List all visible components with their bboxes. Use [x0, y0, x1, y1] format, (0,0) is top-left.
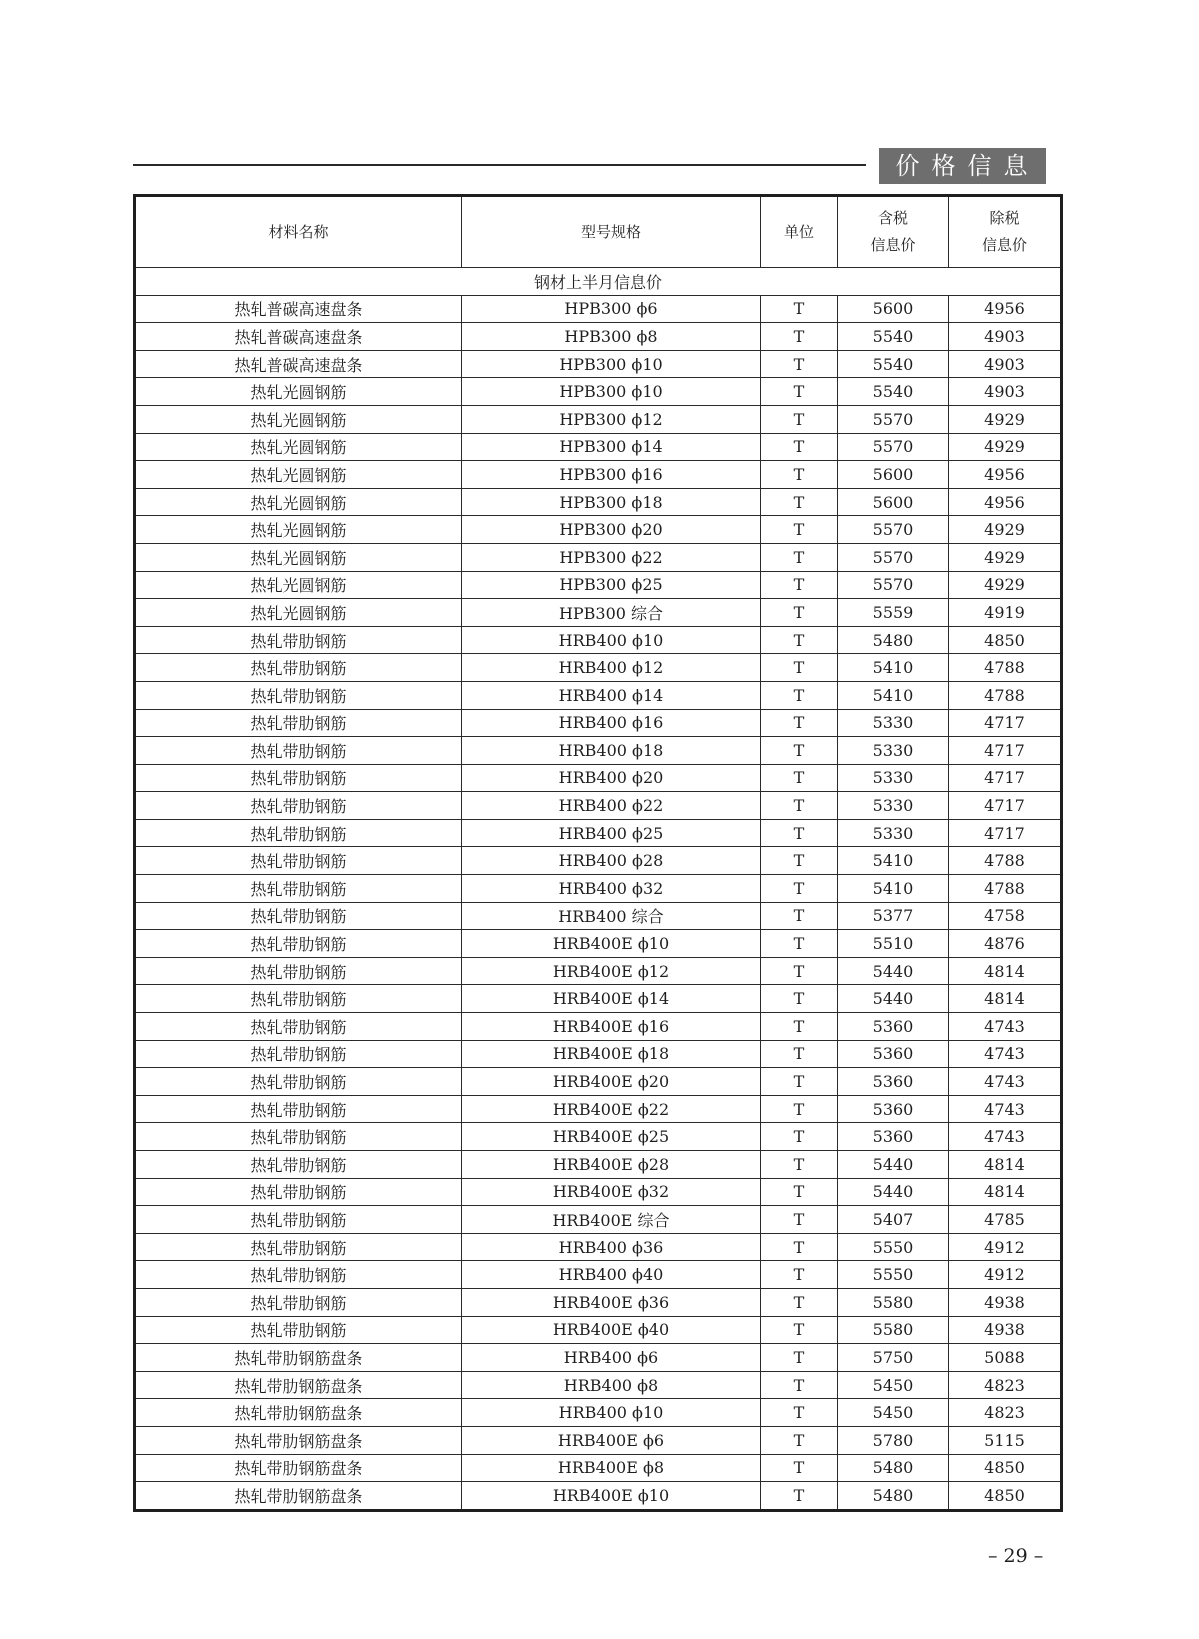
unit-cell: T	[761, 737, 838, 765]
tax-excluded-price-cell: 4929	[949, 405, 1062, 433]
table-row	[135, 405, 1062, 433]
tax-excluded-price-cell: 4717	[949, 792, 1062, 820]
tax-included-price-cell: 5550	[838, 1233, 949, 1261]
tax-included-price-cell: 5330	[838, 792, 949, 820]
material-name-cell: 热轧光圆钢筋	[135, 461, 462, 489]
unit-cell: T	[761, 654, 838, 682]
tax-included-price-cell: 5600	[838, 461, 949, 489]
spec-cell: HRB400 ϕ40	[462, 1261, 761, 1289]
material-name-cell: 热轧光圆钢筋	[135, 405, 462, 433]
table-row	[135, 1344, 1062, 1372]
table-row	[135, 433, 1062, 461]
tax-excluded-price-cell: 4903	[949, 350, 1062, 378]
tax-included-price-cell: 5580	[838, 1316, 949, 1344]
spec-cell: HRB400 ϕ22	[462, 792, 761, 820]
table-row	[135, 1123, 1062, 1151]
unit-cell: T	[761, 1316, 838, 1344]
material-name-cell: 热轧带肋钢筋	[135, 1123, 462, 1151]
price-table	[133, 194, 1063, 1512]
tax-excluded-price-cell: 4929	[949, 543, 1062, 571]
tax-excluded-price-cell: 4956	[949, 461, 1062, 489]
spec-cell: HRB400E 综合	[462, 1206, 761, 1234]
material-name-cell: 热轧带肋钢筋	[135, 957, 462, 985]
header-tax-included-line1: 含税	[877, 209, 908, 227]
tax-excluded-price-cell: 4814	[949, 1178, 1062, 1206]
tax-included-price-cell: 5360	[838, 1068, 949, 1096]
spec-cell: HRB400 ϕ18	[462, 737, 761, 765]
table-row	[135, 378, 1062, 406]
tax-excluded-price-cell: 4938	[949, 1288, 1062, 1316]
table-row	[135, 1316, 1062, 1344]
material-name-cell: 热轧普碳高速盘条	[135, 295, 462, 323]
tax-excluded-price-cell: 4743	[949, 1095, 1062, 1123]
tax-excluded-price-cell: 4788	[949, 681, 1062, 709]
tax-included-price-cell: 5480	[838, 1454, 949, 1482]
tax-included-price-cell: 5510	[838, 930, 949, 958]
table-row	[135, 681, 1062, 709]
tax-excluded-price-cell: 4788	[949, 875, 1062, 903]
spec-cell: HRB400E ϕ12	[462, 957, 761, 985]
tax-excluded-price-cell: 4956	[949, 488, 1062, 516]
table-row	[135, 737, 1062, 765]
unit-cell: T	[761, 930, 838, 958]
tax-excluded-price-cell: 4876	[949, 930, 1062, 958]
tax-excluded-price-cell: 4717	[949, 737, 1062, 765]
spec-cell: HRB400 ϕ16	[462, 709, 761, 737]
table-row	[135, 1454, 1062, 1482]
tax-excluded-price-cell: 4814	[949, 1151, 1062, 1179]
spec-cell: HPB300 ϕ18	[462, 488, 761, 516]
tax-included-price-cell: 5559	[838, 599, 949, 627]
tax-included-price-cell: 5540	[838, 378, 949, 406]
table-row	[135, 626, 1062, 654]
tax-excluded-price-cell: 4929	[949, 516, 1062, 544]
unit-cell: T	[761, 1344, 838, 1372]
material-name-cell: 热轧光圆钢筋	[135, 543, 462, 571]
material-name-cell: 热轧带肋钢筋	[135, 1206, 462, 1234]
table-row	[135, 1399, 1062, 1427]
tax-excluded-price-cell: 5115	[949, 1426, 1062, 1454]
spec-cell: HRB400E ϕ25	[462, 1123, 761, 1151]
spec-cell: HRB400 ϕ6	[462, 1344, 761, 1372]
unit-cell: T	[761, 626, 838, 654]
material-name-cell: 热轧普碳高速盘条	[135, 350, 462, 378]
material-name-cell: 热轧带肋钢筋	[135, 626, 462, 654]
spec-cell: HPB300 ϕ8	[462, 323, 761, 351]
material-name-cell: 热轧带肋钢筋	[135, 875, 462, 903]
tax-included-price-cell: 5450	[838, 1399, 949, 1427]
spec-cell: HRB400E ϕ8	[462, 1454, 761, 1482]
spec-cell: HRB400E ϕ40	[462, 1316, 761, 1344]
tax-included-price-cell: 5330	[838, 819, 949, 847]
tax-excluded-price-cell: 5088	[949, 1344, 1062, 1372]
table-row	[135, 323, 1062, 351]
table-row	[135, 461, 1062, 489]
material-name-cell: 热轧带肋钢筋	[135, 902, 462, 930]
header-tax-included-line2: 信息价	[870, 236, 916, 254]
material-name-cell: 热轧带肋钢筋	[135, 1151, 462, 1179]
unit-cell: T	[761, 764, 838, 792]
spec-cell: HPB300 ϕ10	[462, 350, 761, 378]
header-tax-excluded-line1: 除税	[989, 209, 1020, 227]
table-row	[135, 902, 1062, 930]
material-name-cell: 热轧带肋钢筋	[135, 819, 462, 847]
tax-included-price-cell: 5600	[838, 488, 949, 516]
table-row	[135, 1288, 1062, 1316]
spec-cell: HRB400 ϕ8	[462, 1371, 761, 1399]
spec-cell: HPB300 ϕ14	[462, 433, 761, 461]
unit-cell: T	[761, 902, 838, 930]
tax-included-price-cell: 5410	[838, 875, 949, 903]
group-title: 钢材上半月信息价	[135, 268, 1062, 296]
tax-included-price-cell: 5570	[838, 571, 949, 599]
table-row	[135, 1426, 1062, 1454]
unit-cell: T	[761, 1426, 838, 1454]
tax-excluded-price-cell: 4929	[949, 571, 1062, 599]
spec-cell: HPB300 ϕ22	[462, 543, 761, 571]
tax-included-price-cell: 5570	[838, 543, 949, 571]
spec-cell: HRB400 ϕ28	[462, 847, 761, 875]
tax-excluded-price-cell: 4903	[949, 323, 1062, 351]
tax-included-price-cell: 5330	[838, 709, 949, 737]
group-title-row	[135, 268, 1062, 296]
table-row	[135, 350, 1062, 378]
unit-cell: T	[761, 1068, 838, 1096]
tax-included-price-cell: 5450	[838, 1371, 949, 1399]
table-row	[135, 1040, 1062, 1068]
table-row	[135, 1178, 1062, 1206]
page-number: – 29 –	[988, 1545, 1044, 1567]
material-name-cell: 热轧带肋钢筋	[135, 1261, 462, 1289]
table-row	[135, 599, 1062, 627]
spec-cell: HRB400E ϕ6	[462, 1426, 761, 1454]
table-row	[135, 957, 1062, 985]
unit-cell: T	[761, 1482, 838, 1511]
tax-excluded-price-cell: 4912	[949, 1261, 1062, 1289]
material-name-cell: 热轧带肋钢筋	[135, 764, 462, 792]
tax-excluded-price-cell: 4850	[949, 626, 1062, 654]
table-row	[135, 654, 1062, 682]
spec-cell: HRB400E ϕ22	[462, 1095, 761, 1123]
header-tax-included-price	[838, 196, 949, 268]
material-name-cell: 热轧带肋钢筋	[135, 1040, 462, 1068]
spec-cell: HRB400 ϕ12	[462, 654, 761, 682]
table-body	[135, 268, 1062, 1511]
material-name-cell: 热轧带肋钢筋	[135, 709, 462, 737]
material-name-cell: 热轧带肋钢筋	[135, 792, 462, 820]
table-row	[135, 1233, 1062, 1261]
tax-excluded-price-cell: 4929	[949, 433, 1062, 461]
unit-cell: T	[761, 1371, 838, 1399]
tax-included-price-cell: 5750	[838, 1344, 949, 1372]
unit-cell: T	[761, 985, 838, 1013]
spec-cell: HRB400E ϕ36	[462, 1288, 761, 1316]
header-unit: 单位	[761, 196, 838, 268]
unit-cell: T	[761, 1178, 838, 1206]
tax-included-price-cell: 5440	[838, 1151, 949, 1179]
tax-excluded-price-cell: 4814	[949, 985, 1062, 1013]
material-name-cell: 热轧光圆钢筋	[135, 433, 462, 461]
spec-cell: HRB400 ϕ10	[462, 626, 761, 654]
tax-included-price-cell: 5550	[838, 1261, 949, 1289]
table-row	[135, 295, 1062, 323]
unit-cell: T	[761, 957, 838, 985]
spec-cell: HPB300 ϕ12	[462, 405, 761, 433]
material-name-cell: 热轧光圆钢筋	[135, 378, 462, 406]
material-name-cell: 热轧带肋钢筋	[135, 930, 462, 958]
spec-cell: HPB300 ϕ10	[462, 378, 761, 406]
tax-included-price-cell: 5440	[838, 985, 949, 1013]
tax-included-price-cell: 5410	[838, 847, 949, 875]
unit-cell: T	[761, 1123, 838, 1151]
header-material-name: 材料名称	[135, 196, 462, 268]
material-name-cell: 热轧带肋钢筋	[135, 1178, 462, 1206]
tax-included-price-cell: 5570	[838, 516, 949, 544]
material-name-cell: 热轧带肋钢筋	[135, 654, 462, 682]
spec-cell: HRB400 ϕ20	[462, 764, 761, 792]
unit-cell: T	[761, 295, 838, 323]
spec-cell: HPB300 ϕ20	[462, 516, 761, 544]
table-row	[135, 764, 1062, 792]
material-name-cell: 热轧光圆钢筋	[135, 488, 462, 516]
spec-cell: HRB400E ϕ32	[462, 1178, 761, 1206]
tax-excluded-price-cell: 4788	[949, 847, 1062, 875]
unit-cell: T	[761, 350, 838, 378]
tax-included-price-cell: 5440	[838, 957, 949, 985]
spec-cell: HRB400E ϕ28	[462, 1151, 761, 1179]
unit-cell: T	[761, 792, 838, 820]
tax-excluded-price-cell: 4758	[949, 902, 1062, 930]
tax-included-price-cell: 5780	[838, 1426, 949, 1454]
tax-included-price-cell: 5440	[838, 1178, 949, 1206]
unit-cell: T	[761, 433, 838, 461]
header-spec: 型号规格	[462, 196, 761, 268]
table-row	[135, 1371, 1062, 1399]
tax-included-price-cell: 5360	[838, 1095, 949, 1123]
material-name-cell: 热轧带肋钢筋	[135, 1013, 462, 1041]
tax-included-price-cell: 5330	[838, 764, 949, 792]
tax-included-price-cell: 5540	[838, 350, 949, 378]
tax-included-price-cell: 5410	[838, 654, 949, 682]
table-header-row	[135, 196, 1062, 268]
tax-excluded-price-cell: 4823	[949, 1399, 1062, 1427]
spec-cell: HRB400 ϕ25	[462, 819, 761, 847]
tax-included-price-cell: 5330	[838, 737, 949, 765]
unit-cell: T	[761, 461, 838, 489]
material-name-cell: 热轧带肋钢筋	[135, 681, 462, 709]
tax-excluded-price-cell: 4743	[949, 1123, 1062, 1151]
table-row	[135, 543, 1062, 571]
unit-cell: T	[761, 681, 838, 709]
spec-cell: HRB400 综合	[462, 902, 761, 930]
spec-cell: HPB300 ϕ25	[462, 571, 761, 599]
spec-cell: HRB400 ϕ14	[462, 681, 761, 709]
tax-excluded-price-cell: 4788	[949, 654, 1062, 682]
section-title-badge: 价格信息	[879, 148, 1046, 184]
unit-cell: T	[761, 543, 838, 571]
tax-included-price-cell: 5580	[838, 1288, 949, 1316]
spec-cell: HRB400E ϕ10	[462, 1482, 761, 1511]
material-name-cell: 热轧带肋钢筋	[135, 737, 462, 765]
tax-excluded-price-cell: 4850	[949, 1454, 1062, 1482]
unit-cell: T	[761, 378, 838, 406]
material-name-cell: 热轧光圆钢筋	[135, 516, 462, 544]
tax-excluded-price-cell: 4717	[949, 764, 1062, 792]
table-row	[135, 875, 1062, 903]
tax-excluded-price-cell: 4850	[949, 1482, 1062, 1511]
tax-excluded-price-cell: 4938	[949, 1316, 1062, 1344]
tax-excluded-price-cell: 4823	[949, 1371, 1062, 1399]
tax-excluded-price-cell: 4785	[949, 1206, 1062, 1234]
tax-included-price-cell: 5570	[838, 433, 949, 461]
material-name-cell: 热轧光圆钢筋	[135, 599, 462, 627]
material-name-cell: 热轧光圆钢筋	[135, 571, 462, 599]
material-name-cell: 热轧带肋钢筋	[135, 1233, 462, 1261]
tax-included-price-cell: 5600	[838, 295, 949, 323]
unit-cell: T	[761, 323, 838, 351]
tax-excluded-price-cell: 4956	[949, 295, 1062, 323]
tax-excluded-price-cell: 4717	[949, 819, 1062, 847]
unit-cell: T	[761, 405, 838, 433]
unit-cell: T	[761, 1013, 838, 1041]
spec-cell: HRB400 ϕ32	[462, 875, 761, 903]
table-row	[135, 1482, 1062, 1511]
spec-cell: HRB400 ϕ10	[462, 1399, 761, 1427]
unit-cell: T	[761, 1454, 838, 1482]
tax-excluded-price-cell: 4743	[949, 1013, 1062, 1041]
unit-cell: T	[761, 516, 838, 544]
table-row	[135, 819, 1062, 847]
unit-cell: T	[761, 709, 838, 737]
table-row	[135, 1013, 1062, 1041]
unit-cell: T	[761, 875, 838, 903]
table-row	[135, 985, 1062, 1013]
spec-cell: HRB400E ϕ16	[462, 1013, 761, 1041]
tax-included-price-cell: 5360	[838, 1013, 949, 1041]
unit-cell: T	[761, 488, 838, 516]
table-row	[135, 847, 1062, 875]
tax-excluded-price-cell: 4903	[949, 378, 1062, 406]
spec-cell: HRB400 ϕ36	[462, 1233, 761, 1261]
unit-cell: T	[761, 1233, 838, 1261]
material-name-cell: 热轧带肋钢筋盘条	[135, 1482, 462, 1511]
table-row	[135, 1095, 1062, 1123]
unit-cell: T	[761, 1399, 838, 1427]
material-name-cell: 热轧带肋钢筋	[135, 1068, 462, 1096]
spec-cell: HPB300 ϕ16	[462, 461, 761, 489]
tax-included-price-cell: 5377	[838, 902, 949, 930]
spec-cell: HRB400E ϕ10	[462, 930, 761, 958]
material-name-cell: 热轧带肋钢筋盘条	[135, 1371, 462, 1399]
tax-included-price-cell: 5540	[838, 323, 949, 351]
spec-cell: HRB400E ϕ20	[462, 1068, 761, 1096]
material-name-cell: 热轧带肋钢筋	[135, 1288, 462, 1316]
tax-included-price-cell: 5410	[838, 681, 949, 709]
tax-included-price-cell: 5360	[838, 1040, 949, 1068]
tax-excluded-price-cell: 4814	[949, 957, 1062, 985]
table-row	[135, 488, 1062, 516]
tax-excluded-price-cell: 4717	[949, 709, 1062, 737]
material-name-cell: 热轧带肋钢筋盘条	[135, 1454, 462, 1482]
material-name-cell: 热轧带肋钢筋	[135, 985, 462, 1013]
spec-cell: HRB400E ϕ14	[462, 985, 761, 1013]
header-tax-excluded-price	[949, 196, 1062, 268]
tax-included-price-cell: 5407	[838, 1206, 949, 1234]
table-row	[135, 1261, 1062, 1289]
table-row	[135, 709, 1062, 737]
tax-included-price-cell: 5570	[838, 405, 949, 433]
header-rule	[133, 164, 866, 166]
table-row	[135, 1151, 1062, 1179]
unit-cell: T	[761, 1206, 838, 1234]
unit-cell: T	[761, 1288, 838, 1316]
unit-cell: T	[761, 847, 838, 875]
table-row	[135, 1206, 1062, 1234]
unit-cell: T	[761, 1151, 838, 1179]
unit-cell: T	[761, 1095, 838, 1123]
unit-cell: T	[761, 571, 838, 599]
material-name-cell: 热轧带肋钢筋盘条	[135, 1399, 462, 1427]
tax-excluded-price-cell: 4919	[949, 599, 1062, 627]
material-name-cell: 热轧普碳高速盘条	[135, 323, 462, 351]
spec-cell: HPB300 ϕ6	[462, 295, 761, 323]
tax-excluded-price-cell: 4743	[949, 1068, 1062, 1096]
header-tax-excluded-line2: 信息价	[981, 236, 1027, 254]
table-row	[135, 792, 1062, 820]
table-row	[135, 571, 1062, 599]
unit-cell: T	[761, 599, 838, 627]
unit-cell: T	[761, 819, 838, 847]
material-name-cell: 热轧带肋钢筋盘条	[135, 1344, 462, 1372]
material-name-cell: 热轧带肋钢筋盘条	[135, 1426, 462, 1454]
tax-included-price-cell: 5480	[838, 1482, 949, 1511]
table-row	[135, 930, 1062, 958]
tax-included-price-cell: 5480	[838, 626, 949, 654]
material-name-cell: 热轧带肋钢筋	[135, 1095, 462, 1123]
table-row	[135, 516, 1062, 544]
spec-cell: HPB300 综合	[462, 599, 761, 627]
material-name-cell: 热轧带肋钢筋	[135, 1316, 462, 1344]
tax-excluded-price-cell: 4912	[949, 1233, 1062, 1261]
tax-included-price-cell: 5360	[838, 1123, 949, 1151]
spec-cell: HRB400E ϕ18	[462, 1040, 761, 1068]
tax-excluded-price-cell: 4743	[949, 1040, 1062, 1068]
material-name-cell: 热轧带肋钢筋	[135, 847, 462, 875]
unit-cell: T	[761, 1261, 838, 1289]
table-row	[135, 1068, 1062, 1096]
unit-cell: T	[761, 1040, 838, 1068]
